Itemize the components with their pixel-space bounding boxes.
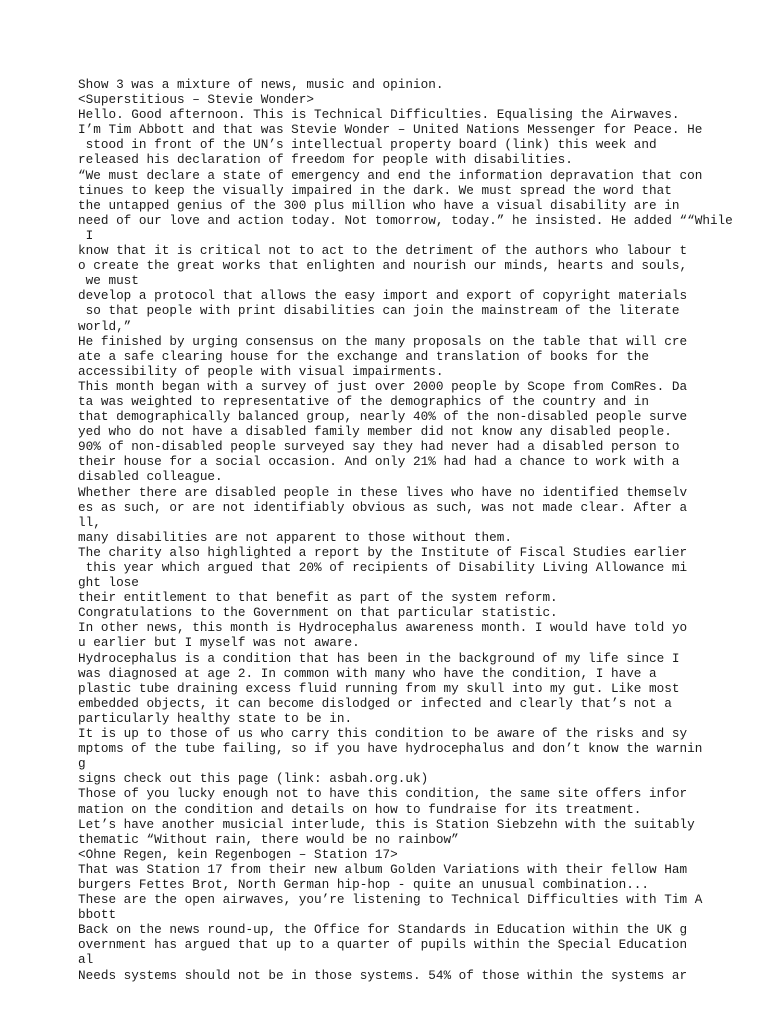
text-line: stood in front of the UN’s intellectual property board (link) this week and bbox=[78, 137, 657, 153]
text-line: ta was weighted to representative of the demographics of the country and in bbox=[78, 393, 650, 409]
text-line: u earlier but I myself was not aware. bbox=[78, 635, 360, 651]
text-line: In other news, this month is Hydrocephalus awareness month. I would have told yo bbox=[78, 620, 688, 636]
text-line: Congratulations to the Government on that particular statistic. bbox=[78, 605, 558, 621]
text-line: These are the open airwaves, you’re listening to Technical Difficulties with Tim A bbox=[78, 892, 703, 908]
text-line: we must bbox=[78, 273, 139, 289]
text-line: <Ohne Regen, kein Regenbogen – Station 17> bbox=[78, 846, 398, 862]
text-line: That was Station 17 from their new album Golden Variations with their fellow Ham bbox=[78, 861, 688, 877]
text-line: g bbox=[78, 756, 86, 772]
text-line: yed who do not have a disabled family member did not know any disabled people. bbox=[78, 424, 672, 440]
text-line: Hello. Good afternoon. This is Technical Difficulties. Equalising the Airwaves. bbox=[78, 107, 680, 123]
text-line: I’m Tim Abbott and that was Stevie Wonder – United Nations Messenger for Peace. He bbox=[78, 122, 703, 138]
text-line: Needs systems should not be in those systems. 54% of those within the systems ar bbox=[78, 967, 688, 983]
text-line: 90% of non-disabled people surveyed say they had never had a disabled person to bbox=[78, 439, 680, 455]
text-line: bbott bbox=[78, 907, 117, 923]
text-line: ll, bbox=[78, 514, 101, 530]
text-line: embedded objects, it can become dislodged or infected and clearly that’s not a bbox=[78, 695, 672, 711]
text-line: Show 3 was a mixture of news, music and opinion. bbox=[78, 77, 444, 92]
text-line: I bbox=[78, 227, 94, 243]
text-line: this year which argued that 20% of recipients of Disability Living Allowance mi bbox=[78, 560, 688, 575]
text-line: <Superstitious – Stevie Wonder> bbox=[78, 92, 315, 108]
text-line: that demographically balanced group, nearly 40% of the non-disabled people surve bbox=[78, 409, 688, 425]
text-line: so that people with print disabilities can join the mainstream of the literate bbox=[78, 303, 680, 319]
document-page bbox=[78, 77, 768, 983]
text-line: al bbox=[78, 952, 94, 968]
text-line: Whether there are disabled people in these lives who have no identified themselv bbox=[78, 484, 688, 500]
text-line: know that it is critical not to act to the detriment of the authors who labour t bbox=[78, 243, 688, 259]
text-line: burgers Fettes Brot, North German hip-hop - quite an unusual combination... bbox=[78, 876, 650, 892]
text-line: Hydrocephalus is a condition that has been in the background of my life since I bbox=[78, 650, 680, 666]
text-line: world,” bbox=[78, 318, 132, 334]
text-line: was diagnosed at age 2. In common with many who have the condition, I have a bbox=[78, 665, 657, 681]
text-line: mptoms of the tube failing, so if you have hydrocephalus and don’t know the warnin bbox=[78, 741, 703, 757]
text-line: accessibility of people with visual impairments. bbox=[78, 363, 444, 379]
text-line: tinues to keep the visually impaired in the dark. We must spread the word that bbox=[78, 182, 672, 198]
text-line: ght lose bbox=[78, 575, 139, 591]
text-line: mation on the condition and details on how to fundraise for its treatment. bbox=[78, 801, 642, 817]
text-line: Let’s have another musicial interlude, this is Station Siebzehn with the suitably bbox=[78, 816, 695, 832]
text-line: particularly healthy state to be in. bbox=[78, 710, 353, 726]
text-line: es as such, or are not identifiably obvious as such, was not made clear. After a bbox=[78, 499, 688, 515]
text-line: He finished by urging consensus on the many proposals on the table that will cre bbox=[78, 333, 688, 349]
text-line: ate a safe clearing house for the exchange and translation of books for the bbox=[78, 348, 650, 364]
text-line: develop a protocol that allows the easy import and export of copyright materials bbox=[78, 288, 688, 304]
text-line: thematic “Without rain, there would be no rainbow” bbox=[78, 831, 459, 847]
text-line: many disabilities are not apparent to those without them. bbox=[78, 529, 512, 545]
text-line: their entitlement to that benefit as part of the system reform. bbox=[78, 590, 558, 606]
text-line: signs check out this page (link: asbah.org.uk) bbox=[78, 771, 429, 787]
text-line: the untapped genius of the 300 plus million who have a visual disability are in bbox=[78, 197, 680, 213]
text-line: released his declaration of freedom for people with disabilities. bbox=[78, 152, 573, 168]
text-line: The charity also highlighted a report by the Institute of Fiscal Studies earlier bbox=[78, 544, 688, 560]
text-line: plastic tube draining excess fluid running from my skull into my gut. Like most bbox=[78, 680, 680, 696]
text-line: “We must declare a state of emergency and end the information depravation that con bbox=[78, 167, 703, 183]
text-line: need of our love and action today. Not tomorrow, today.” he insisted. He added ““While bbox=[78, 212, 733, 228]
text-line: It is up to those of us who carry this condition to be aware of the risks and sy bbox=[78, 726, 688, 742]
text-line: Back on the news round-up, the Office for Standards in Education within the UK g bbox=[78, 922, 688, 938]
text-line: their house for a social occasion. And only 21% had had a chance to work with a bbox=[78, 454, 680, 470]
text-line: disabled colleague. bbox=[78, 469, 223, 485]
text-line: overnment has argued that up to a quarter of pupils within the Special Education bbox=[78, 937, 688, 953]
text-line: Those of you lucky enough not to have this condition, the same site offers infor bbox=[78, 786, 688, 802]
text-line: o create the great works that enlighten and nourish our minds, hearts and souls, bbox=[78, 258, 688, 274]
text-line: This month began with a survey of just over 2000 people by Scope from ComRes. Da bbox=[78, 378, 688, 394]
